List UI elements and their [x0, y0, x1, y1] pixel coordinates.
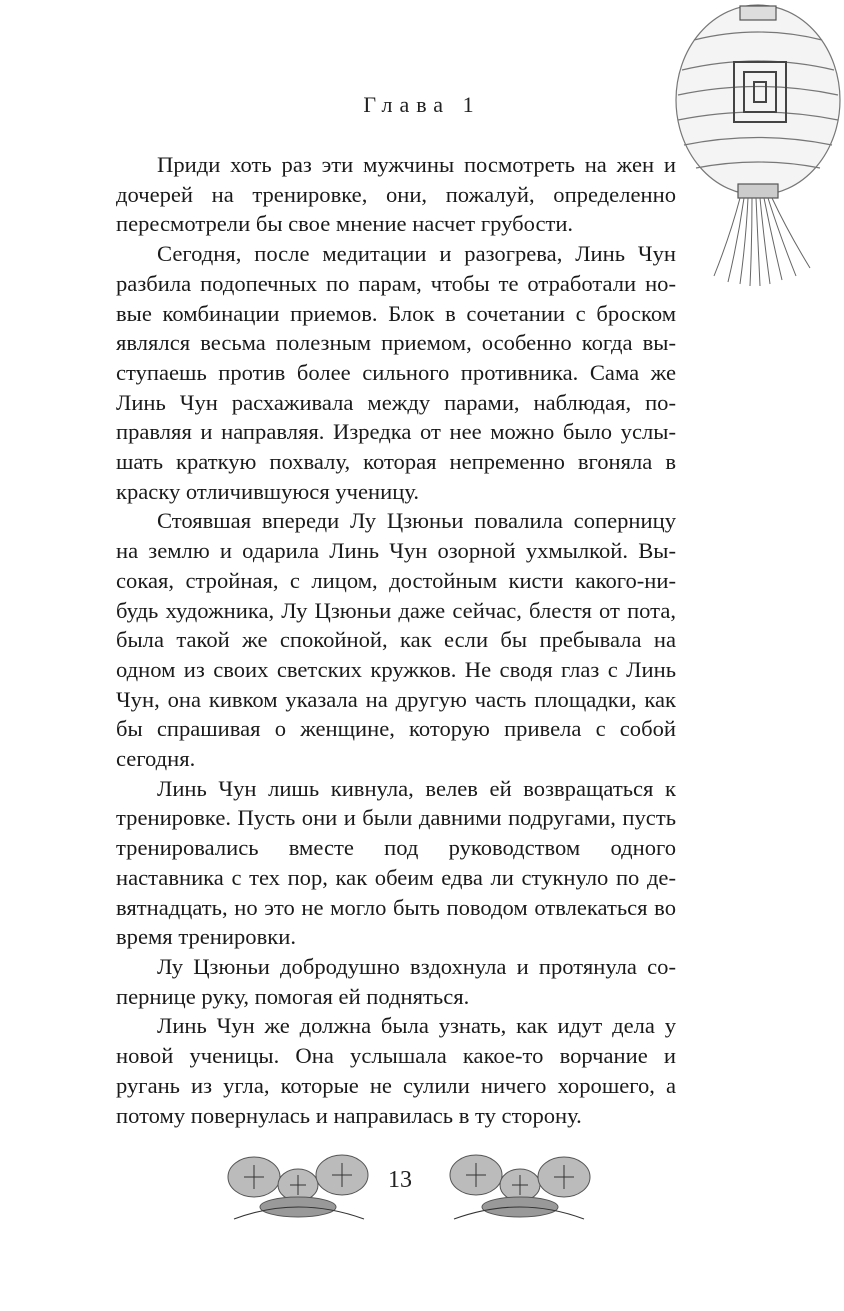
page-number: 13 [388, 1167, 412, 1193]
lantern-illustration [668, 0, 844, 290]
lotus-ornament-right [446, 1145, 594, 1221]
paragraph: Приди хоть раз эти мужчины посмотреть на жен и дочерей на тренировке, они, пожалуй, определенно пересмотрели бы свое мнение насчет грубости. [116, 152, 676, 237]
chapter-header: Глава 1 [363, 92, 481, 117]
paragraph: Лу Цзюньи добродушно вздохнула и протянула сопернице руку, помогая ей подняться. [116, 953, 676, 1009]
lotus-ornament-left [224, 1145, 372, 1221]
paragraph: Линь Чун же должна была узнать, как идут дела у новой ученицы. Она услышала какое-то ворчание и ругань из угла, которые не сулили ничего хорошего, а потому повернулась и направилась в ту сторону. [116, 1013, 676, 1128]
paragraph: Сегодня, после медитации и разогрева, Линь Чун разбила подопечных по парам, чтобы те отработали новые комбинации приемов. Блок в сочетании с броском являлся весьма полезным приемом, особенно когда выступаешь против более сильного противника. Сама же Линь Чун расхаживала между парами, наблюдая, поправляя и направляя. Изредка от нее можно было услышать краткую похвалу, которая непременно вгоняла в краску отличившуюся ученицу. [116, 241, 676, 504]
page-footer [0, 1145, 844, 1225]
paragraph: Линь Чун лишь кивнула, велев ей возвращаться к тренировке. Пусть они и были давними подругами, пусть тренировались вместе под руководством одного наставника с тех пор, как обеим едва ли стукнуло по девятнадцать, но это не могло быть поводом отвлекаться во время тренировки. [116, 775, 676, 950]
paragraph: Стоявшая впереди Лу Цзюньи повалила соперницу на землю и одарила Линь Чун озорной ухмылкой. Высокая, стройная, с лицом, достойным кисти какого-нибудь художника, Лу Цзюньи даже сейчас, блестя от пота, была такой же спокойной, как если бы пребывала на одном из своих светских кружков. Не сводя глаз с Линь Чун, она кивком указала на другую часть площадки, как бы спрашивая о женщине, которую привела с собой сегодня. [116, 508, 676, 772]
body-text [116, 150, 676, 1130]
